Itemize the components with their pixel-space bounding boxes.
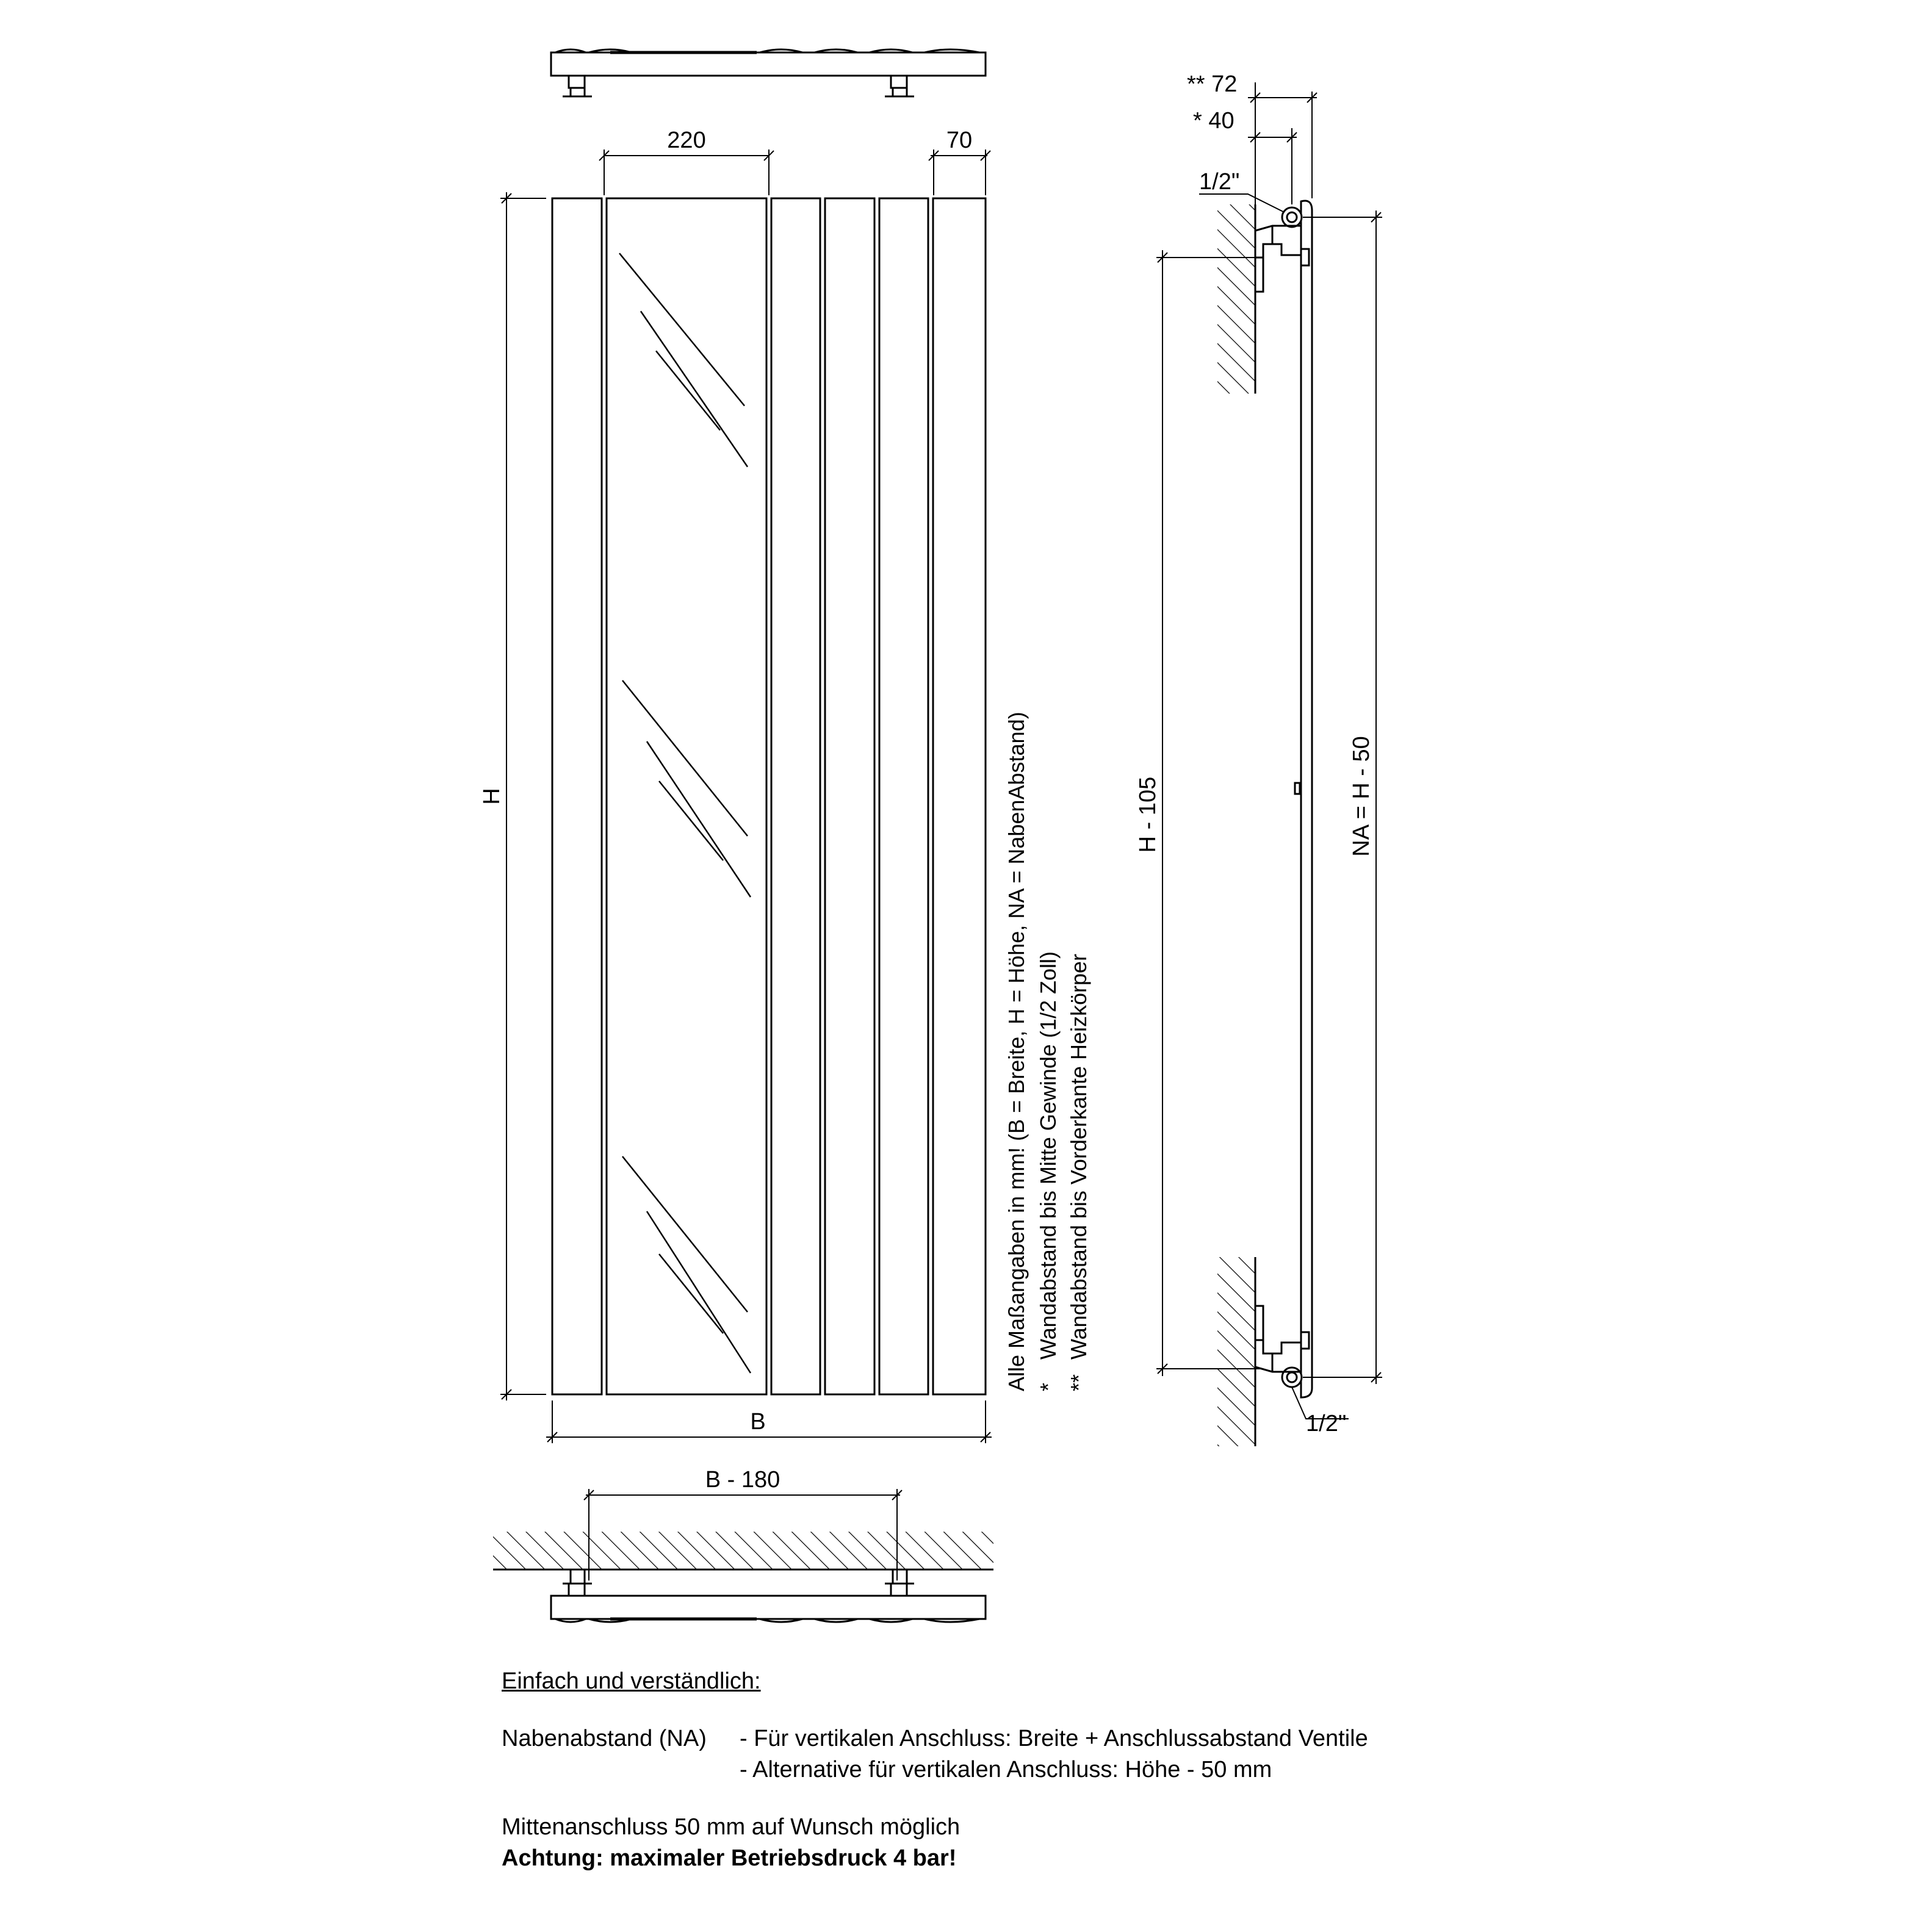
bracket-bottom-left xyxy=(563,1570,592,1596)
dimension-70 xyxy=(929,150,990,195)
bracket-top-right xyxy=(885,76,914,96)
panel-6 xyxy=(933,198,986,1394)
thread-label-top: 1/2" xyxy=(1199,169,1240,195)
note-units: Alle Maßangaben in mm! (B = Breite, H = Höhe, NA = NabenAbstand) xyxy=(1004,712,1029,1391)
pressure-warning: Achtung: maximaler Betriebsdruck 4 bar! xyxy=(502,1845,957,1871)
side-view xyxy=(1255,201,1312,1397)
dimension-b xyxy=(546,1400,992,1443)
dimension-h xyxy=(500,192,546,1400)
dimension-label-b: B xyxy=(750,1409,766,1435)
wall-hatch-bottom xyxy=(493,1532,993,1570)
note-wall-distance-thread: Wandabstand bis Mitte Gewinde (1/2 Zoll) xyxy=(1036,951,1061,1360)
note-marker-single: * xyxy=(1036,1382,1061,1391)
panel-5 xyxy=(879,198,928,1394)
dimension-label-na: NA = H - 50 xyxy=(1349,736,1374,857)
dimension-label-40: * 40 xyxy=(1193,108,1235,134)
dimension-label-70: 70 xyxy=(946,128,973,153)
na-row-1 xyxy=(502,1723,1844,1754)
panel-1 xyxy=(552,198,602,1394)
dimension-220 xyxy=(599,150,774,195)
note-marker-double: ** xyxy=(1066,1374,1091,1391)
panel-3 xyxy=(771,198,820,1394)
dimension-72-40 xyxy=(1248,82,1317,204)
bracket-top-left xyxy=(563,76,592,96)
notes-rotated xyxy=(1004,712,1091,1391)
na-description-1: - Für vertikalen Anschluss: Breite + Anschlussabstand Ventile xyxy=(740,1726,1368,1751)
explanation-text xyxy=(502,1666,1844,1874)
front-view xyxy=(552,198,986,1394)
bottom-plan-view xyxy=(551,1570,986,1622)
top-plan-view xyxy=(551,49,986,96)
thread-label-bottom: 1/2" xyxy=(1306,1411,1347,1436)
panel-4 xyxy=(825,198,874,1394)
dimension-label-h: H xyxy=(479,788,505,805)
wall-hatch-side-top xyxy=(1217,204,1255,394)
connection-top xyxy=(1282,207,1302,227)
na-label: Nabenabstand (NA) xyxy=(502,1726,707,1751)
radiator-side-profile xyxy=(1301,201,1312,1397)
na-row-2 xyxy=(502,1754,1844,1786)
dimension-label-72: ** 72 xyxy=(1187,71,1238,97)
dimension-label-b-180: B - 180 xyxy=(705,1467,780,1493)
connection-bottom xyxy=(1282,1368,1302,1387)
wall-hatch-side-bottom xyxy=(1217,1257,1255,1446)
na-description-2: - Alternative für vertikalen Anschluss: Höhe - 50 mm xyxy=(740,1757,1272,1782)
middle-connection-note: Mittenanschluss 50 mm auf Wunsch möglich xyxy=(502,1814,961,1840)
note-wall-distance-front: Wandabstand bis Vorderkante Heizkörper xyxy=(1066,953,1091,1360)
dimension-h-105 xyxy=(1156,250,1263,1376)
dimension-label-220: 220 xyxy=(667,128,706,153)
explanation-heading: Einfach und verständlich: xyxy=(502,1668,761,1694)
bracket-bottom-right xyxy=(885,1570,914,1596)
dimension-label-h-105: H - 105 xyxy=(1135,776,1161,853)
